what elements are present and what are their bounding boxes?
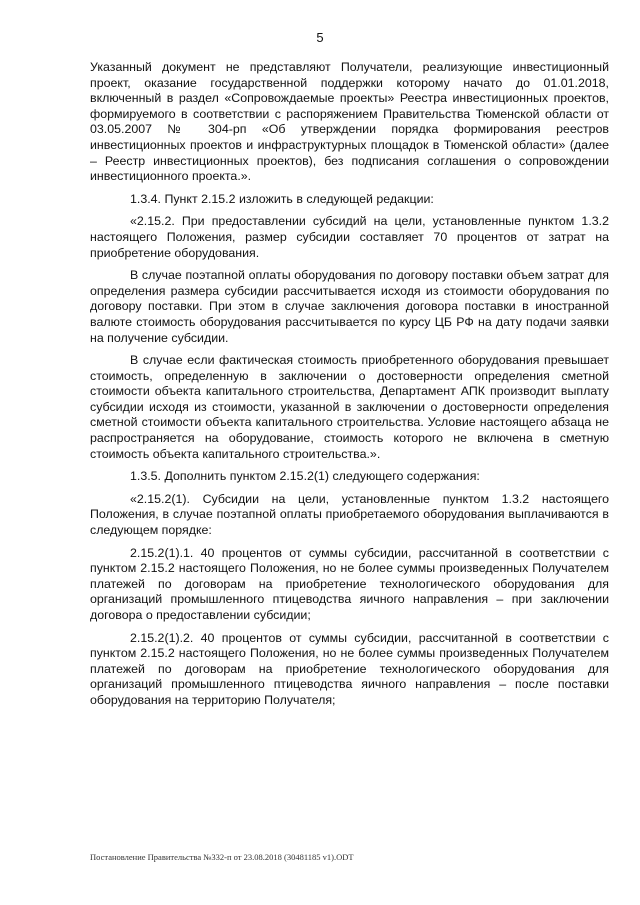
paragraph-staged-payment: В случае поэтапной оплаты оборудования по договору поставки объем затрат для определения размера субсидии рассчитывается исходя из стоимости оборудования по договору поставки. При этом в случае заключения договора поставки в иностранной валюте стоимость оборудования рассчитывается по курсу ЦБ РФ на дату подачи заявки на получение субсидии. [90, 268, 609, 345]
paragraph-2-15-2-1-1: 2.15.2(1).1. 40 процентов от суммы субсидии, рассчитанной в соответствии с пунктом 2.15.2 настоящего Положения, но не более суммы произведенных Получателем платежей по договорам на приобретение технологического оборудования для организаций промышленного птицеводства яичного направления – при заключении договора о предоставлении субсидии; [90, 545, 609, 622]
document-body [90, 60, 609, 716]
paragraph-2-15-2: «2.15.2. При предоставлении субсидий на цели, установленные пунктом 1.3.2 настоящего Положения, размер субсидии составляет 70 процентов от затрат на приобретение оборудования. [90, 214, 609, 260]
paragraph-actual-cost: В случае если фактическая стоимость приобретенного оборудования превышает стоимость, определенную в заключении о достоверности определения сметной стоимости объекта капитального строительства, Департамент АПК производит выплату субсидии исходя из стоимости, указанной в заключении о достоверности определения сметной стоимости объекта капитального строительства. Условие настоящего абзаца не распространяется на оборудование, стоимость которого не включена в сметную стоимость объекта капитального строительства.». [90, 353, 609, 461]
paragraph-2-15-2-1-2: 2.15.2(1).2. 40 процентов от суммы субсидии, рассчитанной в соответствии с пунктом 2.15.2 настоящего Положения, но не более суммы произведенных Получателем платежей по договорам на приобретение технологического оборудования для организаций промышленного птицеводства яичного направления – после поставки оборудования на территорию Получателя; [90, 630, 609, 707]
paragraph-2-15-2-1: «2.15.2(1). Субсидии на цели, установленные пунктом 1.3.2 настоящего Положения, в случае поэтапной оплаты приобретаемого оборудования выплачиваются в следующем порядке: [90, 491, 609, 538]
paragraph-1-3-5: 1.3.5. Дополнить пунктом 2.15.2(1) следующего содержания: [130, 469, 480, 484]
document-footer: Постановление Правительства №332-п от 23.08.2018 (30481185 v1).ODT [90, 852, 354, 862]
paragraph-reestr-note: Указанный документ не представляют Получатели, реализующие инвестиционный проект, оказание государственной поддержки которому начато до 01.01.2018, включенный в раздел «Сопровождаемые проекты» Реестра инвестиционных проектов, формируемого в соответствии с распоряжением Правительства Тюменской области от 03.05.2007 № 304-рп «Об утверждении порядка формирования реестров инвестиционных проектов и инфраструктурных площадок в Тюменской области» (далее – Реестр инвестиционных проектов), без подписания соглашения о сопровождении инвестиционного проекта.». [90, 60, 609, 184]
page-number: 5 [316, 30, 324, 45]
paragraph-1-3-4: 1.3.4. Пункт 2.15.2 изложить в следующей редакции: [130, 191, 434, 206]
